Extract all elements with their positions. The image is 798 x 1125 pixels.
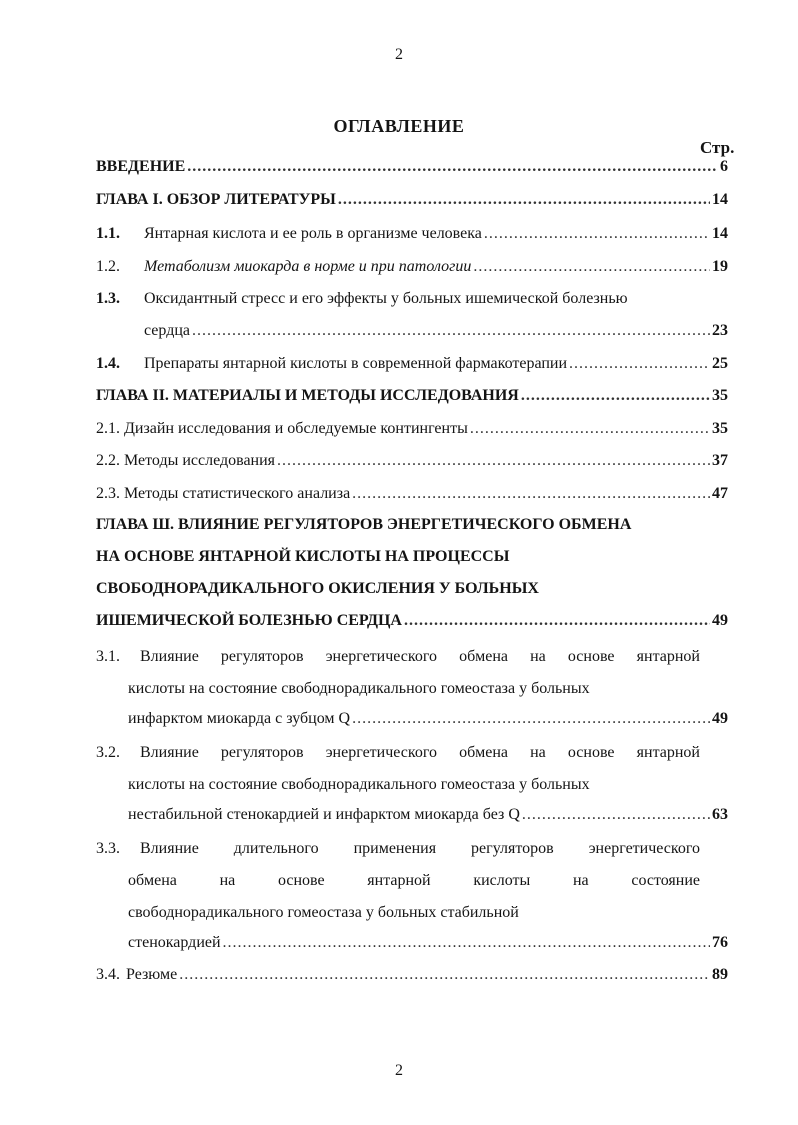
toc-page-number: 37 — [712, 452, 728, 469]
leader-dots — [187, 158, 718, 176]
toc-entry-section-2-3[interactable] — [96, 485, 728, 511]
toc-page-number: 89 — [712, 966, 728, 983]
toc-entry-section-3-1[interactable]: Влияние регуляторов энергетического обмена на основе янтарной — [140, 648, 700, 665]
page-title: ОГЛАВЛЕНИЕ — [333, 116, 465, 136]
leader-dots — [352, 485, 710, 503]
page-number-top: 2 — [395, 46, 403, 63]
toc-entry-text: стенокардией — [128, 934, 221, 951]
toc-entry-text: ИШЕМИЧЕСКОЙ БОЛЕЗНЬЮ СЕРДЦА — [96, 612, 402, 629]
leader-dots — [338, 191, 710, 209]
toc-page-number: 49 — [712, 612, 728, 629]
toc-entry-chapter-1[interactable] — [96, 191, 728, 217]
toc-entry-section-3-1-line3[interactable] — [128, 710, 728, 736]
section-number: 2.3. — [96, 485, 120, 502]
leader-dots — [522, 806, 710, 824]
section-number-3-2: 3.2. — [96, 744, 120, 761]
leader-dots — [470, 420, 710, 438]
toc-entry-section-3-2-line2: кислоты на состояние свободнорадикального гомеостаза у больных — [128, 776, 590, 793]
toc-page-number: 19 — [712, 258, 728, 275]
toc-entry-introduction[interactable] — [96, 158, 728, 184]
section-number-3-3: 3.3. — [96, 840, 120, 857]
leader-dots — [473, 258, 710, 276]
leader-dots — [569, 355, 710, 373]
toc-page-number: 25 — [712, 355, 728, 372]
toc-entry-text: ВВЕДЕНИЕ — [96, 158, 186, 175]
section-number: 1.1. — [96, 225, 120, 242]
toc-entry-text: Метаболизм миокарда в норме и при патологии — [144, 258, 472, 275]
section-number: 1.2. — [96, 258, 120, 275]
section-number: 3.4. — [96, 966, 120, 983]
toc-entry-text: нестабильной стенокардией и инфарктом миокарда без Q — [128, 806, 520, 823]
toc-page-number: 14 — [712, 191, 728, 208]
leader-dots — [404, 612, 710, 630]
section-number: 1.4. — [96, 355, 120, 372]
toc-entry-text: Оксидантный стресс и его эффекты у больных ишемической болезнью — [144, 290, 628, 307]
toc-entry-chapter-2[interactable] — [96, 387, 728, 413]
toc-page-number: 47 — [712, 485, 728, 502]
section-number: 2.2. — [96, 452, 120, 469]
toc-entry-section-3-3-line4[interactable] — [128, 934, 728, 960]
toc-entry-section-1-1[interactable] — [96, 225, 728, 251]
toc-entry-text: Дизайн исследования и обследуемые контингенты — [124, 420, 468, 437]
toc-entry-section-2-1[interactable] — [96, 420, 728, 446]
toc-entry-section-1-3-cont[interactable] — [144, 322, 728, 348]
toc-entry-text: ГЛАВА II. МАТЕРИАЛЫ И МЕТОДЫ ИССЛЕДОВАНИЯ — [96, 387, 519, 404]
toc-entry-text: Методы статистического анализа — [124, 485, 351, 502]
toc-page-number: 23 — [712, 322, 728, 339]
toc-entry-section-3-2-line3[interactable] — [128, 806, 728, 832]
toc-entry-section-3-3[interactable]: Влияние длительного применения регуляторов энергетического — [140, 840, 700, 857]
toc-entry-text: Резюме — [126, 966, 178, 983]
toc-page-number: 63 — [712, 806, 728, 823]
section-number-3-1: 3.1. — [96, 648, 120, 665]
toc-page-number: 35 — [712, 387, 728, 404]
toc-entry-section-3-4[interactable] — [96, 966, 728, 992]
toc-entry-section-1-4[interactable] — [96, 355, 728, 381]
toc-page-number: 49 — [712, 710, 728, 727]
section-number: 2.1. — [96, 420, 120, 437]
toc-entry-chapter-3-line3: СВОБОДНОРАДИКАЛЬНОГО ОКИСЛЕНИЯ У БОЛЬНЫХ — [96, 580, 539, 597]
toc-entry-text: сердца — [144, 322, 190, 339]
leader-dots — [223, 934, 710, 952]
page-column-label: Стр. — [700, 138, 735, 157]
toc-entry-chapter-3[interactable]: ГЛАВА Ш. ВЛИЯНИЕ РЕГУЛЯТОРОВ ЭНЕРГЕТИЧЕСКОГО ОБМЕНА — [96, 516, 632, 533]
toc-entry-chapter-3-line4[interactable] — [96, 612, 728, 638]
leader-dots — [521, 387, 710, 405]
toc-entry-section-3-2[interactable]: Влияние регуляторов энергетического обмена на основе янтарной — [140, 744, 700, 761]
leader-dots — [277, 452, 710, 470]
toc-entry-section-2-2[interactable] — [96, 452, 728, 478]
toc-entry-section-1-2[interactable] — [96, 258, 728, 284]
toc-entry-section-1-3[interactable] — [96, 290, 728, 316]
toc-entry-section-3-3-line2: обмена на основе янтарной кислоты на состояние — [128, 872, 700, 889]
leader-dots — [484, 225, 710, 243]
leader-dots — [192, 322, 710, 340]
page-number-bottom: 2 — [395, 1062, 403, 1079]
toc-entry-text: Препараты янтарной кислоты в современной фармакотерапии — [144, 355, 568, 372]
toc-entry-text: Методы исследования — [124, 452, 276, 469]
toc-entry-section-3-3-line3: свободнорадикального гомеостаза у больных стабильной — [128, 904, 519, 921]
leader-dots — [352, 710, 710, 728]
toc-entry-text: Янтарная кислота и ее роль в организме человека — [144, 225, 482, 242]
toc-page-number: 76 — [712, 934, 728, 951]
section-number: 1.3. — [96, 290, 120, 307]
toc-entry-text: ГЛАВА I. ОБЗОР ЛИТЕРАТУРЫ — [96, 191, 336, 208]
toc-entry-text: инфарктом миокарда с зубцом Q — [128, 710, 351, 727]
leader-dots — [179, 966, 710, 984]
toc-page-number: 14 — [712, 225, 728, 242]
toc-entry-chapter-3-line2: НА ОСНОВЕ ЯНТАРНОЙ КИСЛОТЫ НА ПРОЦЕССЫ — [96, 548, 510, 565]
toc-page-number: 35 — [712, 420, 728, 437]
toc-page-number: 6 — [720, 158, 728, 175]
toc-entry-section-3-1-line2: кислоты на состояние свободнорадикального гомеостаза у больных — [128, 680, 590, 697]
